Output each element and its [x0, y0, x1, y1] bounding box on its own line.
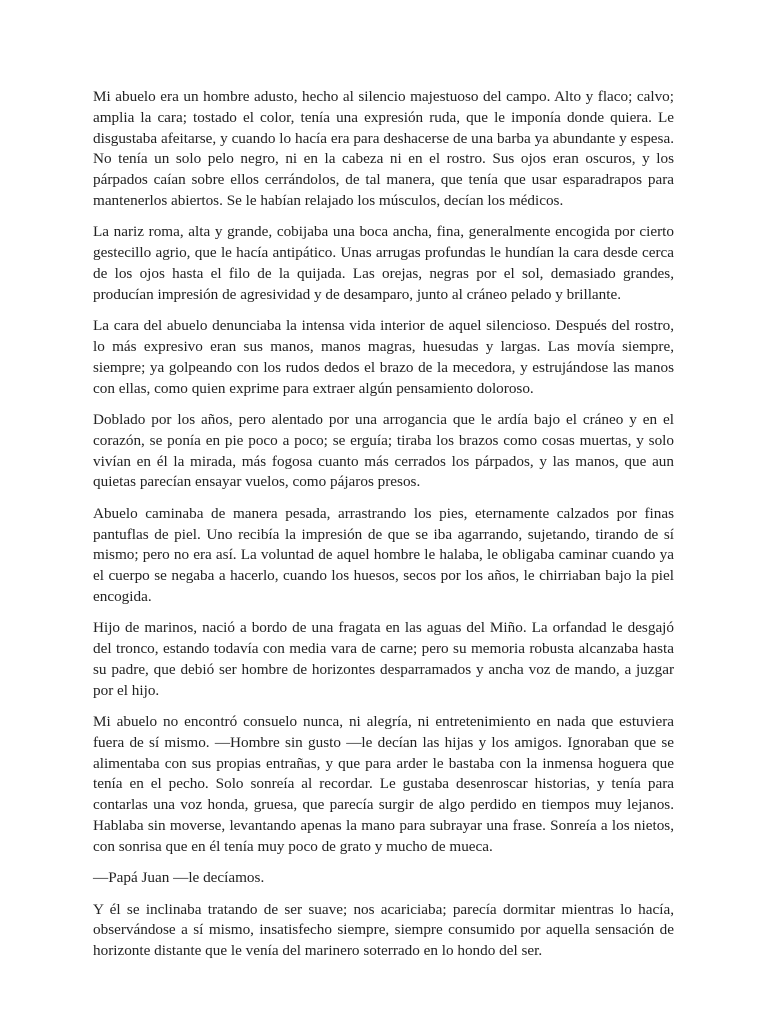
paragraph: La nariz roma, alta y grande, cobijaba una boca ancha, fina, generalmente encogida por cierto gestecillo agrio, que le hacía antipático. Unas arrugas profundas le hundían la cara desde cerca de los ojos hasta el filo de la quijada. Las orejas, negras por el sol, demasiado grandes, producían impresión de agresividad y de desamparo, junto al cráneo pelado y brillante. [93, 223, 674, 303]
paragraph: Mi abuelo no encontró consuelo nunca, ni alegría, ni entretenimiento en nada que estuviera fuera de sí mismo. —Hombre sin gusto —le decían las hijas y los amigos. Ignoraban que se alimentaba con sus propias entrañas, y que para arder le bastaba con la inmensa hoguera que tenía en el pecho. Solo sonreía al recordar. Le gustaba desenroscar historias, y tenía para contarlas una voz honda, gruesa, que parecía surgir de algo perdido en tiempos muy lejanos. Hablaba sin moverse, levantando apenas la mano para subrayar una frase. Sonreía a los nietos, con sonrisa que en él tenía muy poco de grato y mucho de mueca. [93, 713, 674, 855]
paragraph: —Papá Juan —le decíamos. [93, 869, 265, 887]
paragraph: Abuelo caminaba de manera pesada, arrastrando los pies, eternamente calzados por finas pantuflas de piel. Uno recibía la impresión de que se iba agarrando, sujetando, tirando de sí mismo; pero no era así. La voluntad de aquel hombre le halaba, le obligaba caminar cuando ya el cuerpo se negaba a hacerlo, cuando los huesos, secos por los años, le chirriaban bajo la piel encogida. [93, 504, 674, 605]
paragraph: La cara del abuelo denunciaba la intensa vida interior de aquel silencioso. Después del rostro, lo más expresivo eran sus manos, manos magras, huesudas y largas. Las movía siempre, siempre; ya golpeando con los rudos dedos el brazo de la mecedora, y estrujándose las manos con ellas, como quien exprime para extraer algún pensamiento doloroso. [93, 317, 674, 397]
document-body [93, 87, 674, 973]
paragraph: Doblado por los años, pero alentado por una arrogancia que le ardía bajo el cráneo y en el corazón, se ponía en pie poco a poco; se erguía; tiraba los brazos como cosas muertas, y solo vivían en él la mirada, más fogosa cuanto más cerrados los párpados, y las manos, que aun quietas parecían ensayar vuelos, como pájaros presos. [93, 410, 674, 491]
paragraph: Y él se inclinaba tratando de ser suave; nos acariciaba; parecía dormitar mientras lo hacía, observándose a sí mismo, insatisfecho siempre, siempre consumido por aquella sensación de horizonte distante que le venía del marinero soterrado en lo hondo del ser. [93, 900, 674, 960]
paragraph: Hijo de marinos, nació a bordo de una fragata en las aguas del Miño. La orfandad le desgajó del tronco, estando todavía con media vara de carne; pero su memoria robusta alcanzaba hasta su padre, que debió ser hombre de horizontes desparramados y ancha voz de mando, a juzgar por el hijo. [93, 619, 674, 699]
paragraph: Mi abuelo era un hombre adusto, hecho al silencio majestuoso del campo. Alto y flaco; calvo; amplia la cara; tostado el color, tenía una expresión ruda, que le imponía donde quiera. Le disgustaba afeitarse, y cuando lo hacía era para deshacerse de una barba ya abundante y espesa. No tenía un solo pelo negro, ni en la cabeza ni en el rostro. Sus ojos eran oscuros, y los párpados caían sobre ellos cerrándolos, de tal manera, que tenía que usar esparadrapos para mantenerlos abiertos. Se le habían relajado los músculos, decían los médicos. [93, 88, 674, 209]
